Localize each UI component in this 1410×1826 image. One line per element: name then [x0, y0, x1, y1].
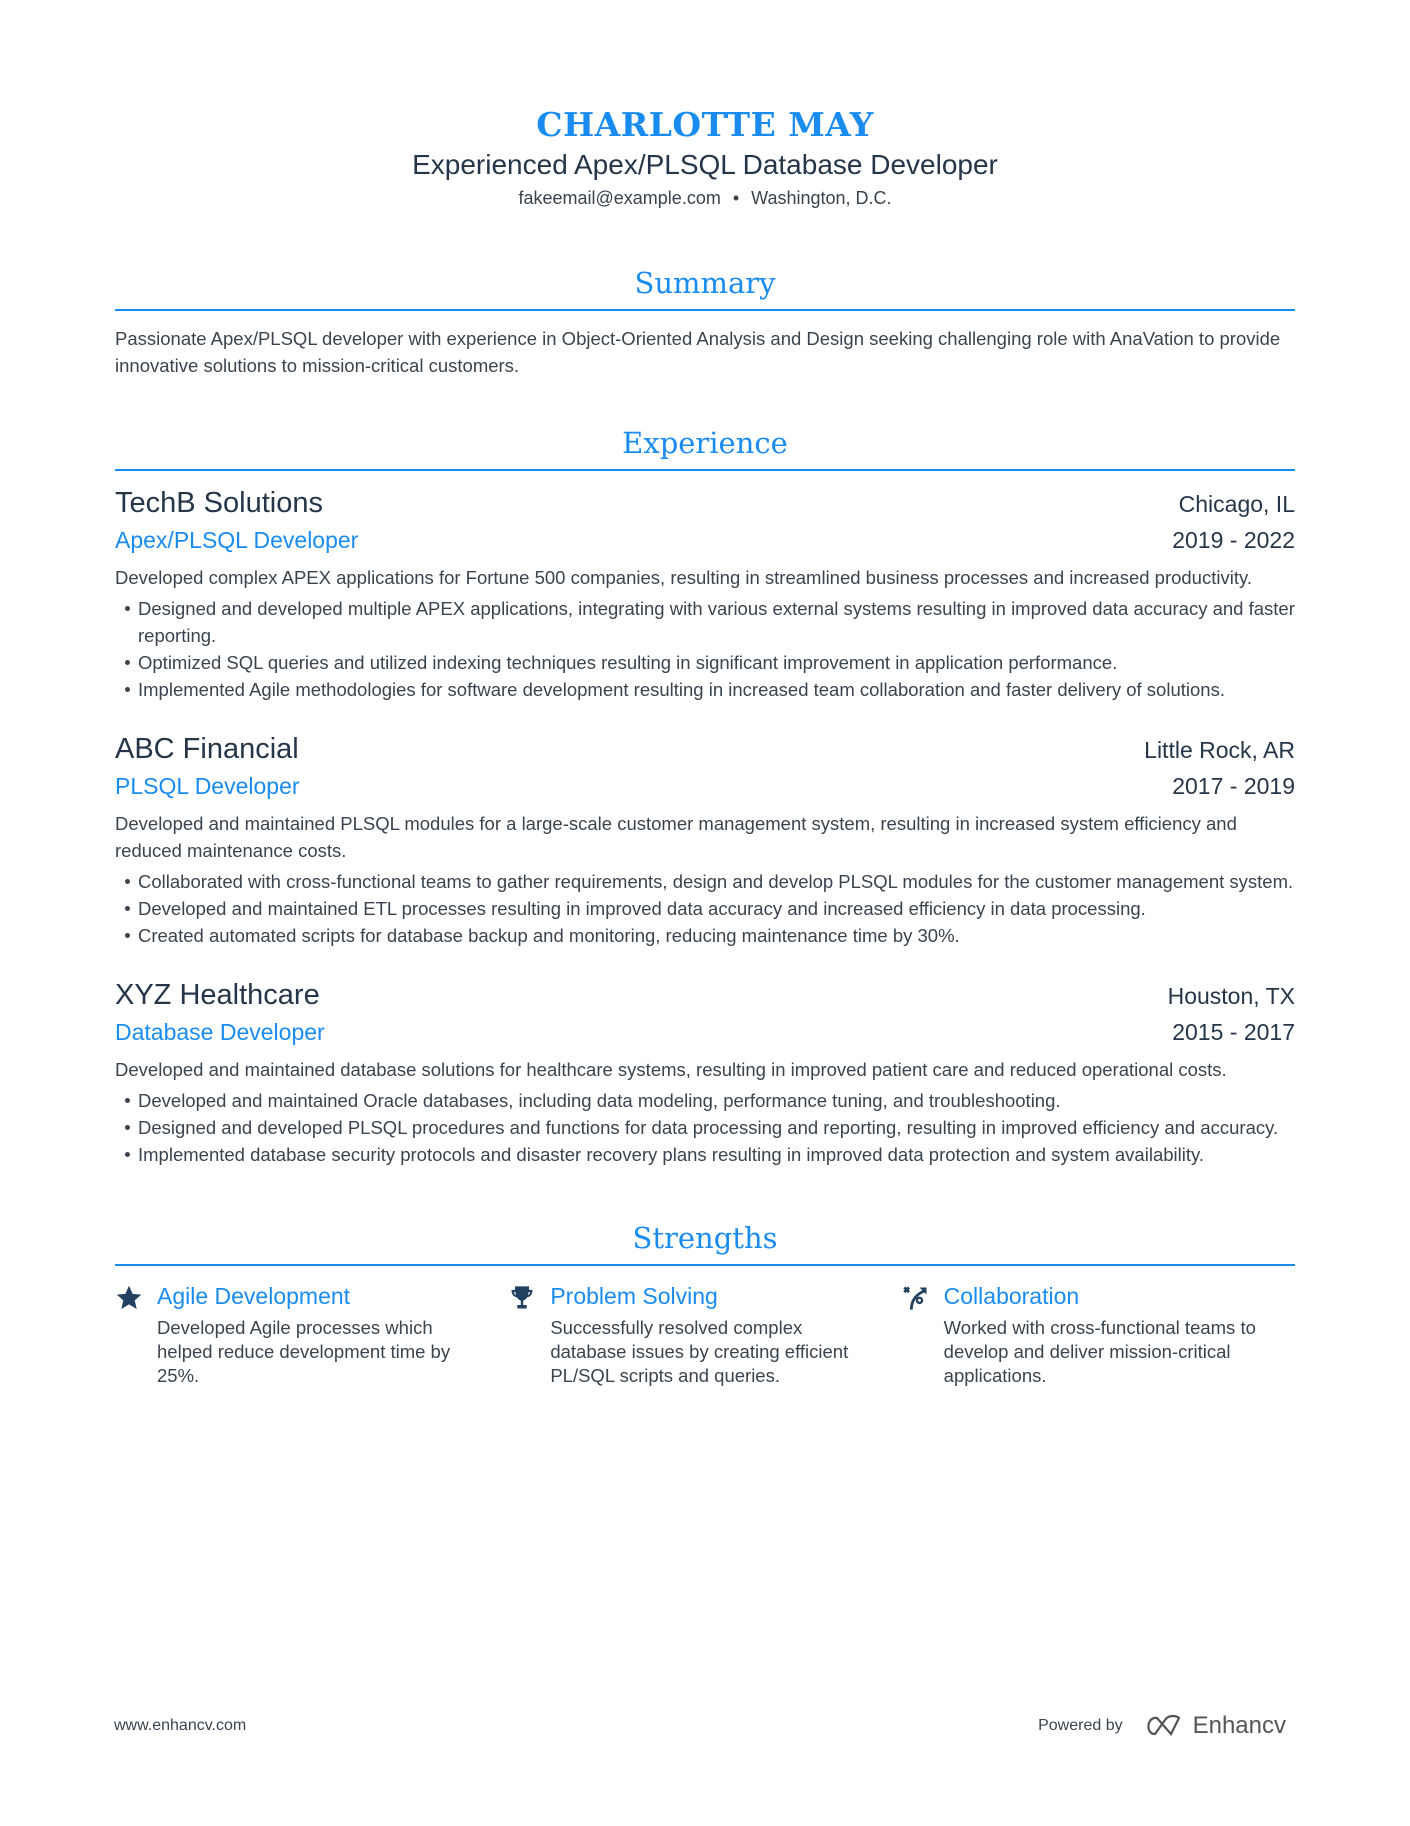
candidate-name: CHARLOTTE MAY: [536, 105, 874, 144]
company-name: TechB Solutions: [115, 487, 323, 519]
job-bullet: Designed and developed PLSQL procedures and functions for data processing and reporting, resulting in improved efficiency and accuracy.: [138, 1114, 1295, 1141]
job-description: Developed complex APEX applications for Fortune 500 companies, resulting in streamlined business processes and increased productivity.: [115, 567, 1252, 588]
strength-name: Problem Solving: [550, 1283, 718, 1309]
job-bullets: [115, 595, 1295, 703]
enhancv-brand-name: Enhancv: [1192, 1712, 1286, 1739]
job-bullet: Developed and maintained Oracle databases, including data modeling, performance tuning, and troubleshooting.: [138, 1087, 1295, 1114]
job-bullet: Created automated scripts for database backup and monitoring, reducing maintenance time by 30%.: [138, 922, 1295, 949]
star-icon: [115, 1280, 157, 1388]
enhancv-logo-icon: [1143, 1714, 1185, 1738]
job-bullet: Implemented Agile methodologies for software development resulting in increased team collaboration and faster delivery of solutions.: [138, 676, 1295, 703]
section-heading: Experience: [115, 423, 1295, 471]
strength-name: Agile Development: [157, 1283, 351, 1309]
powered-by-label: Powered by: [1038, 1717, 1123, 1734]
enhancv-logo[interactable]: [1143, 1712, 1286, 1740]
resume-page: [115, 0, 1295, 1388]
candidate-title: Experienced Apex/PLSQL Database Developer: [412, 149, 998, 180]
job-location: Chicago, IL: [1178, 491, 1295, 517]
strength-item: [115, 1280, 508, 1388]
section-heading: Summary: [115, 263, 1295, 311]
job-role: Apex/PLSQL Developer: [115, 527, 359, 553]
resume-header: [115, 0, 1295, 211]
job-role: PLSQL Developer: [115, 773, 300, 799]
job-location: Houston, TX: [1167, 983, 1295, 1009]
job-entry: [115, 977, 1295, 1168]
email[interactable]: fakeemail@example.com: [518, 188, 721, 208]
strength-name: Collaboration: [943, 1283, 1080, 1309]
job-bullet: Optimized SQL queries and utilized indexing techniques resulting in significant improvement in application performance.: [138, 649, 1295, 676]
company-name: XYZ Healthcare: [115, 979, 320, 1011]
job-location: Little Rock, AR: [1144, 737, 1295, 763]
trophy-icon: [508, 1280, 550, 1388]
strength-item: [508, 1280, 901, 1388]
strength-description: Worked with cross-functional teams to develop and deliver mission-critical applications.: [943, 1317, 1256, 1386]
job-dates: 2017 - 2019: [1172, 773, 1295, 799]
job-bullet: Developed and maintained ETL processes resulting in improved data accuracy and increased efficiency in data processing.: [138, 895, 1295, 922]
separator: •: [732, 188, 740, 208]
footer: [114, 1712, 1286, 1740]
strengths-section: [115, 1218, 1295, 1388]
location: Washington, D.C.: [751, 188, 892, 208]
job-description: Developed and maintained database solutions for healthcare systems, resulting in improved patient care and reduced operational costs.: [115, 1059, 1227, 1080]
job-bullet: Collaborated with cross-functional teams to gather requirements, design and develop PLSQL modules for the customer management system.: [138, 868, 1295, 895]
experience-section: [115, 423, 1295, 1168]
powered-by: [1038, 1712, 1286, 1740]
strength-description: Developed Agile processes which helped reduce development time by 25%.: [157, 1317, 451, 1386]
section-heading: Strengths: [115, 1218, 1295, 1266]
job-entry: [115, 731, 1295, 949]
job-bullet: Implemented database security protocols and disaster recovery plans resulting in improved data protection and system availability.: [138, 1141, 1295, 1168]
job-entry: [115, 485, 1295, 703]
summary-section: [115, 263, 1295, 379]
job-role: Database Developer: [115, 1019, 325, 1045]
job-bullets: [115, 868, 1295, 949]
strength-item: [902, 1280, 1295, 1388]
strategy-icon: [902, 1280, 944, 1388]
job-bullet: Designed and developed multiple APEX applications, integrating with various external systems resulting in improved data accuracy and faster reporting.: [138, 595, 1295, 649]
company-name: ABC Financial: [115, 733, 299, 765]
contact-info: [115, 185, 1295, 211]
website-link[interactable]: www.enhancv.com: [114, 1717, 247, 1734]
job-dates: 2019 - 2022: [1172, 527, 1295, 553]
job-bullets: [115, 1087, 1295, 1168]
strength-description: Successfully resolved complex database issues by creating efficient PL/SQL scripts and queries.: [550, 1317, 849, 1386]
summary-text: Passionate Apex/PLSQL developer with experience in Object-Oriented Analysis and Design seeking challenging role with AnaVation to provide innovative solutions to mission-critical customers.: [115, 328, 1281, 376]
job-dates: 2015 - 2017: [1172, 1019, 1295, 1045]
job-description: Developed and maintained PLSQL modules for a large-scale customer management system, resulting in increased system efficiency and reduced maintenance costs.: [115, 813, 1237, 861]
